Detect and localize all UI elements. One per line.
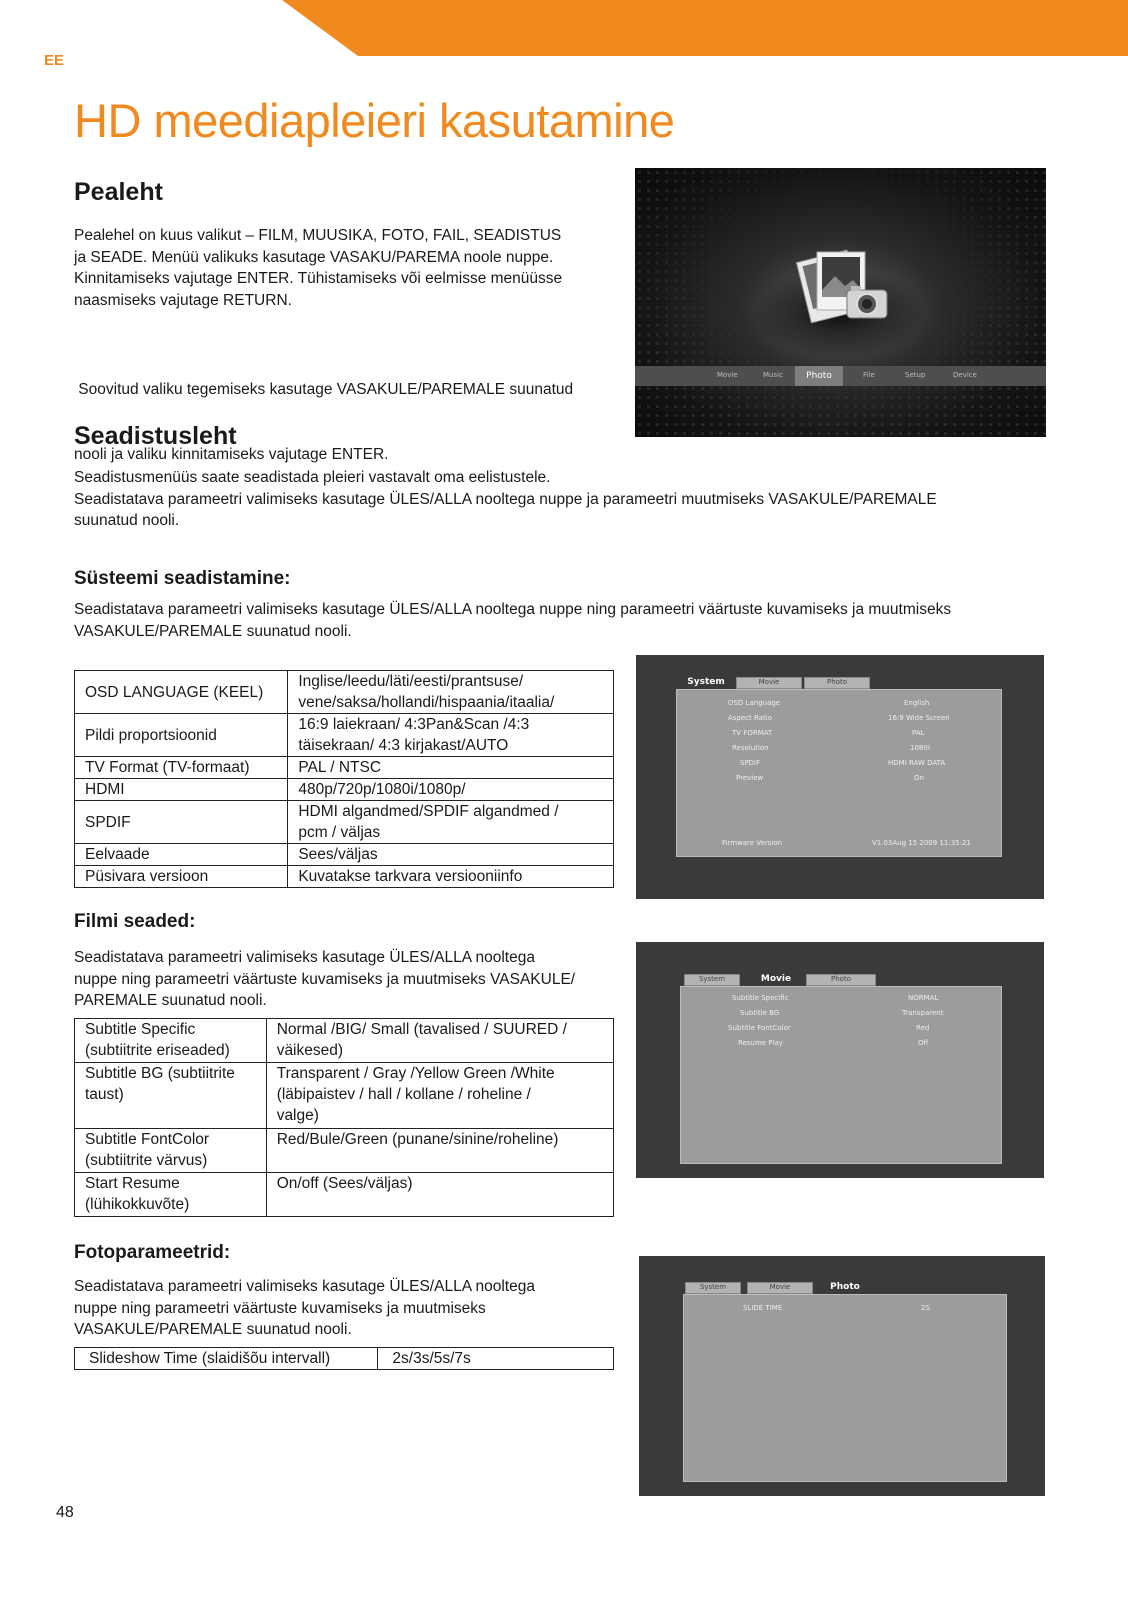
table-cell-name xyxy=(75,1173,267,1217)
cell-line: (lühikokkuvõte) xyxy=(85,1196,190,1213)
table-row xyxy=(75,757,614,779)
table-row xyxy=(75,671,614,714)
table-cell-name: Püsivara versioon xyxy=(75,866,288,888)
setting-label: Subtitle Specific xyxy=(732,994,789,1002)
setting-value[interactable]: On xyxy=(914,774,924,782)
table-cell-value: 2s/3s/5s/7s xyxy=(378,1348,614,1370)
cell-line: vene/saksa/hollandi/hispaania/itaalia/ xyxy=(298,694,555,711)
cell-line: Start Resume xyxy=(85,1175,180,1192)
settings-panel xyxy=(683,1294,1007,1482)
text-line: Seadistatava parameetri valimiseks kasutage ÜLES/ALLA nooltega xyxy=(74,1278,535,1295)
menu-item-photo[interactable]: Photo xyxy=(795,366,843,386)
cell-line: (läbipaistev / hall / kollane / roheline / xyxy=(276,1086,531,1103)
setting-value[interactable]: Transparent xyxy=(902,1009,944,1017)
setting-value[interactable]: HDMI RAW DATA xyxy=(888,759,946,767)
cell-line: Subtitle FontColor xyxy=(85,1131,210,1148)
text-line: nuppe ning parameetri väärtuste kuvamiseks ja muutmiseks xyxy=(74,1299,486,1317)
table-cell-value: Kuvatakse tarkvara versiooniinfo xyxy=(288,866,614,888)
text-line: PAREMALE suunatud nooli. xyxy=(74,992,267,1009)
table-cell-value xyxy=(266,1019,613,1063)
setting-label: TV FORMAT xyxy=(732,729,773,737)
setting-label: OSD Language xyxy=(728,699,781,707)
system-paragraph xyxy=(74,599,1074,642)
tab-movie[interactable]: Movie xyxy=(736,677,802,689)
firmware-label: Firmware Version xyxy=(722,839,783,847)
tab-photo[interactable]: Photo xyxy=(806,974,876,986)
text-line: naasmiseks vajutage RETURN. xyxy=(74,291,292,309)
text-line: Seadistatava parameetri valimiseks kasutage ÜLES/ALLA nooltega xyxy=(74,949,535,966)
menu-item-music[interactable]: Music xyxy=(763,371,783,379)
text-line: ja SEADE. Menüü valikuks kasutage VASAKU/PAREMA noole nuppe. xyxy=(74,248,554,266)
text-line: Seadistatava parameetri valimiseks kasutage ÜLES/ALLA nooltega nuppe ning parameetri väärtuste kuvamiseks ja muutmiseks xyxy=(74,601,952,618)
table-cell-value xyxy=(288,801,614,844)
home-menu-bar xyxy=(635,366,1046,386)
setting-value[interactable]: PAL xyxy=(912,729,925,737)
table-cell-name: OSD LANGUAGE (KEEL) xyxy=(75,671,288,714)
setting-label: Subtitle FontColor xyxy=(728,1024,791,1032)
header-orange-band xyxy=(282,0,1128,56)
cell-line: HDMI algandmed/SPDIF algandmed / xyxy=(298,803,559,820)
tab-movie[interactable]: Movie xyxy=(760,974,792,984)
text-line: nooli ja valiku kinnitamiseks vajutage ENTER. xyxy=(74,445,389,463)
firmware-value: V1.03Aug 15 2009 11:35:21 xyxy=(872,839,971,847)
table-cell-value: PAL / NTSC xyxy=(288,757,614,779)
menu-item-movie[interactable]: Movie xyxy=(717,371,738,379)
film-paragraph xyxy=(74,947,634,1012)
table-cell-value: On/off (Sees/väljas) xyxy=(266,1173,613,1217)
table-row xyxy=(75,801,614,844)
text-line: Kinnitamiseks vajutage ENTER. Tühistamiseks või eelmisse menüüsse xyxy=(74,270,563,287)
tab-system[interactable]: System xyxy=(685,1282,741,1294)
page-number: 48 xyxy=(56,1504,74,1521)
table-cell-value: 480p/720p/1080i/1080p/ xyxy=(288,779,614,801)
table-cell-value xyxy=(288,714,614,757)
text-line: Soovitud valiku tegemiseks kasutage VASAKULE/PAREMALE suunatud xyxy=(74,381,574,398)
menu-item-device[interactable]: Device xyxy=(953,371,977,379)
setting-value[interactable]: 16:9 Wide Screen xyxy=(888,714,950,722)
menu-item-file[interactable]: File xyxy=(863,371,875,379)
table-cell-name: Slideshow Time (slaidišõu intervall) xyxy=(75,1348,378,1370)
film-settings-table xyxy=(74,1018,614,1217)
cell-line: väikesed) xyxy=(276,1042,344,1059)
cell-line: (subtiitrite värvus) xyxy=(85,1152,208,1169)
table-row xyxy=(75,866,614,888)
table-row xyxy=(75,714,614,757)
table-cell-name: HDMI xyxy=(75,779,288,801)
cell-line: pcm / väljas xyxy=(298,824,381,841)
section-heading-film: Filmi seaded: xyxy=(74,911,196,932)
setting-label: Aspect Ratio xyxy=(728,714,772,722)
table-cell-name: Pildi proportsioonid xyxy=(75,714,288,757)
setting-label: Resolution xyxy=(732,744,769,752)
text-line: Seadistusmenüüs saate seadistada pleieri vastavalt oma eelistustele. xyxy=(74,469,551,486)
tab-system[interactable]: System xyxy=(684,974,740,986)
cell-line: Inglise/leedu/läti/eesti/prantsuse/ xyxy=(298,673,524,690)
section-heading-seadistusleht: Seadistusleht xyxy=(74,422,237,450)
table-cell-value xyxy=(266,1063,613,1129)
table-cell-name: TV Format (TV-formaat) xyxy=(75,757,288,779)
table-row xyxy=(75,779,614,801)
setting-value[interactable]: 1080I xyxy=(910,744,930,752)
setting-label: Preview xyxy=(736,774,764,782)
text-line: Seadistatava parameetri valimiseks kasutage ÜLES/ALLA nooltega nuppe ja parameetri muutmiseks VASAKULE/PAREMALE xyxy=(74,490,937,508)
table-row xyxy=(75,844,614,866)
table-cell-value: Sees/väljas xyxy=(288,844,614,866)
page-title: HD meediapleieri kasutamine xyxy=(74,94,675,147)
photo-settings-screenshot xyxy=(639,1256,1045,1496)
cell-line: Transparent / Gray /Yellow Green /White xyxy=(276,1065,555,1082)
table-cell-name xyxy=(75,1019,267,1063)
table-row xyxy=(75,1063,614,1129)
cell-line: Subtitle Specific xyxy=(85,1021,196,1038)
text-line: VASAKULE/PAREMALE suunatud nooli. xyxy=(74,1321,352,1338)
tab-photo[interactable]: Photo xyxy=(830,1282,860,1292)
cell-line: valge) xyxy=(276,1107,319,1124)
text-line: VASAKULE/PAREMALE suunatud nooli. xyxy=(74,622,352,640)
cell-line: (subtiitrite eriseaded) xyxy=(85,1042,230,1059)
table-cell-value: Red/Bule/Green (punane/sinine/roheline) xyxy=(266,1129,613,1173)
pealeht-paragraph-1 xyxy=(74,225,624,311)
settings-panel xyxy=(680,986,1002,1164)
tab-system[interactable]: System xyxy=(687,677,725,687)
cell-line: taust) xyxy=(85,1086,124,1103)
text-line: nuppe ning parameetri väärtuste kuvamiseks ja muutmiseks VASAKULE/ xyxy=(74,970,576,988)
text-line: Pealehel on kuus valikut – FILM, MUUSIKA, FOTO, FAIL, SEADISTUS xyxy=(74,227,562,244)
tab-photo[interactable]: Photo xyxy=(804,677,870,689)
table-row xyxy=(75,1129,614,1173)
cell-line: täisekraan/ 4:3 kirjakast/AUTO xyxy=(298,737,509,754)
cell-line: Normal /BIG/ Small (tavalised / SUURED / xyxy=(276,1021,567,1038)
setting-label: SPDIF xyxy=(740,759,761,767)
setting-value[interactable]: 2S xyxy=(921,1304,930,1312)
table-row xyxy=(75,1173,614,1217)
language-tag: EE xyxy=(44,52,65,69)
setting-label: SLIDE TIME xyxy=(743,1304,783,1312)
menu-item-setup[interactable]: Setup xyxy=(905,371,926,379)
table-cell-name xyxy=(75,1063,267,1129)
setting-label: Subtitle BG xyxy=(740,1009,780,1017)
table-cell-value xyxy=(288,671,614,714)
text-line: suunatud nooli. xyxy=(74,512,180,529)
section-heading-foto: Fotoparameetrid: xyxy=(74,1242,231,1263)
table-row xyxy=(75,1348,614,1370)
setting-value[interactable]: Red xyxy=(916,1024,930,1032)
pealeht-paragraph-2 xyxy=(74,336,624,487)
foto-settings-table xyxy=(74,1347,614,1370)
section-heading-system: Süsteemi seadistamine: xyxy=(74,568,291,589)
cell-line: Subtitle BG (subtiitrite xyxy=(85,1065,235,1082)
table-cell-name xyxy=(75,1129,267,1173)
seadistusleht-paragraph xyxy=(74,467,1074,532)
section-heading-pealeht: Pealeht xyxy=(74,178,163,206)
cell-line: 16:9 laiekraan/ 4:3Pan&Scan /4:3 xyxy=(298,716,530,733)
tab-movie[interactable]: Movie xyxy=(747,1282,813,1294)
setting-label: Resume Play xyxy=(738,1039,783,1047)
movie-settings-screenshot xyxy=(636,942,1044,1178)
system-settings-table xyxy=(74,670,614,888)
setting-value[interactable]: Off xyxy=(918,1039,929,1047)
settings-panel xyxy=(676,689,1002,857)
foto-paragraph xyxy=(74,1276,634,1341)
table-row xyxy=(75,1019,614,1063)
photo-camera-icon xyxy=(795,240,895,330)
home-screen-screenshot xyxy=(635,168,1046,437)
setting-value[interactable]: English xyxy=(904,699,930,707)
table-cell-name: Eelvaade xyxy=(75,844,288,866)
system-settings-screenshot xyxy=(636,655,1044,899)
setting-value[interactable]: NORMAL xyxy=(908,994,939,1002)
table-cell-name: SPDIF xyxy=(75,801,288,844)
